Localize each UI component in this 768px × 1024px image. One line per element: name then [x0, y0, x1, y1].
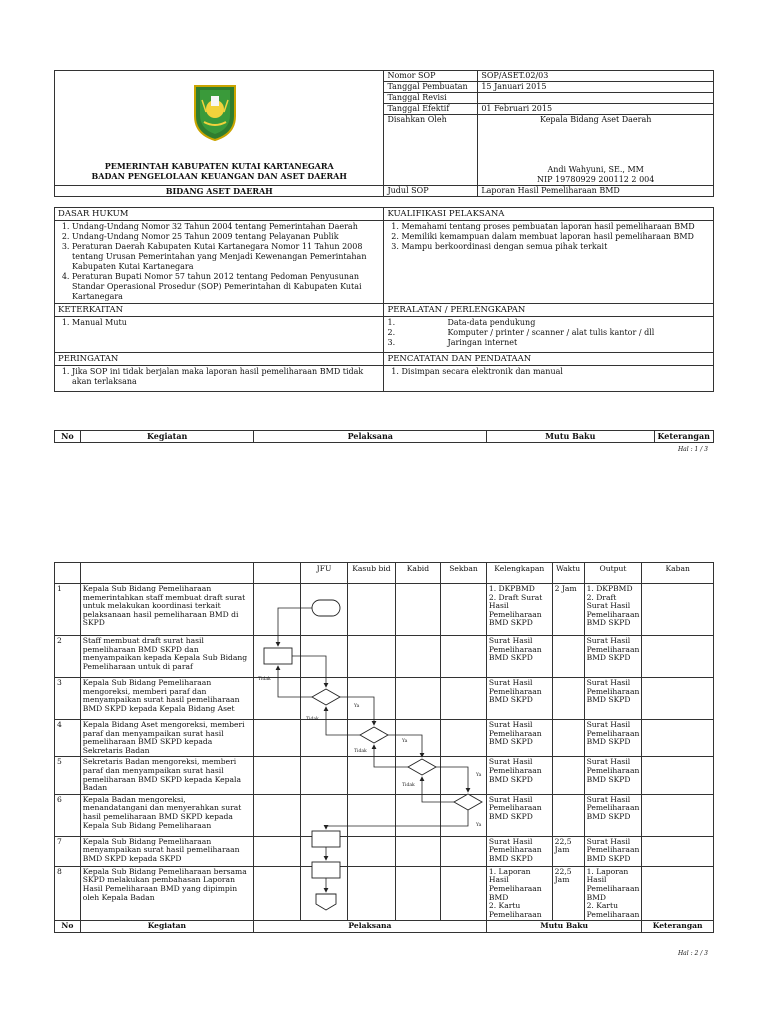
col-no: No — [55, 921, 81, 933]
row-no: 1 — [55, 584, 81, 636]
col-no: No — [55, 431, 81, 443]
row-kegiatan: Kepala Sub Bidang Pemeliharaan bersama SKPD melakukan pembahasan Laporan Hasil Pemeliharaan BMD yang dipimpin oleh Kepala Badan — [80, 866, 253, 921]
judul-value: Laporan Hasil Pemeliharaan BMD — [478, 186, 714, 197]
row-output: Surat Hasil Pemeliharaan BMD SKPD — [584, 678, 642, 720]
row-kegiatan: Sekretaris Badan mengoreksi, memberi paraf dan menyampaikan surat hasil pemeliharaan BMD SKPD kepada Kepala Badan — [80, 757, 253, 794]
row-kelengkapan: Surat Hasil Pemeliharaan BMD SKPD — [486, 757, 552, 794]
disahkan-label: Disahkan Oleh — [384, 115, 478, 186]
decision-sekban — [408, 759, 436, 775]
tidak-label: Tidak — [402, 783, 415, 788]
tgl-pembuatan-label: Tanggal Pembuatan — [384, 82, 478, 93]
dasar-hukum-title: DASAR HUKUM — [55, 208, 384, 221]
row-kelengkapan: 1. Laporan Hasil Pemeliharaan BMD 2. Kartu Pemeliharaan — [486, 866, 552, 921]
pencatatan-title: PENCATATAN DAN PENDATAAN — [384, 353, 714, 366]
col-mutu-baku: Mutu Baku — [487, 431, 654, 443]
row-no: 6 — [55, 794, 81, 836]
row-kelengkapan: Surat Hasil Pemeliharaan BMD SKPD — [486, 836, 552, 866]
tgl-revisi-label: Tanggal Revisi — [384, 93, 478, 104]
page-number-2: Hal : 2 / 3 — [677, 950, 708, 957]
row-kelengkapan: Surat Hasil Pemeliharaan BMD SKPD — [486, 720, 552, 757]
row-kelengkapan: Surat Hasil Pemeliharaan BMD SKPD — [486, 678, 552, 720]
peralatan-item: 2. Komputer / printer / scanner / alat tulis kantor / dll — [387, 328, 655, 337]
row-output: 1. Laporan Hasil Pemeliharaan BMD 2. Kartu Pemeliharaan — [584, 866, 642, 921]
disahkan-jabatan: Kepala Bidang Aset Daerah — [539, 115, 652, 124]
col-output: Output — [584, 563, 642, 584]
disahkan-nama: Andi Wahyuni, SE., MM — [547, 165, 644, 174]
kualifikasi-title: KUALIFIKASI PELAKSANA — [384, 208, 714, 221]
list-item: 1. Disimpan secara elektronik dan manual — [401, 367, 710, 377]
tgl-efektif-value: 01 Februari 2015 — [478, 104, 714, 115]
list-item: 2. Memiliki kemampuan dalam membuat laporan hasil pemeliharaan BMD — [401, 232, 710, 242]
list-item: 1. Jika SOP ini tidak berjalan maka laporan hasil pemeliharaan BMD tidak akan terlaksana — [72, 367, 380, 387]
col-sekban: Sekban — [441, 563, 487, 584]
row-kegiatan: Kepala Sub Bidang Pemeliharaan mengoreksi, memberi paraf dan menyampaikan surat hasil pemeliharaan BMD SKPD kepada Kepala Bidang Aset — [80, 678, 253, 720]
list-item: 2. Undang-Undang Nomor 25 Tahun 2009 tentang Pelayanan Publik — [72, 232, 380, 242]
list-item: 3. Mampu berkoordinasi dengan semua pihak terkait — [401, 242, 710, 252]
col-jfu: JFU — [300, 563, 347, 584]
judul-label: Judul SOP — [384, 186, 478, 197]
disahkan-nip: NIP 19780929 200112 2 004 — [537, 175, 655, 184]
row-waktu: 22,5 Jam — [552, 836, 584, 866]
row-no: 4 — [55, 720, 81, 757]
row-no: 8 — [55, 866, 81, 921]
row-kelengkapan: 1. DKPBMD 2. Draft Surat Hasil Pemeliharaan BMD SKPD — [486, 584, 552, 636]
peringatan-title: PERINGATAN — [55, 353, 384, 366]
decision-kaban — [454, 794, 482, 810]
ya-label: Ya — [476, 773, 482, 778]
peralatan-item: 3. Jaringan internet — [387, 338, 518, 347]
tidak-label: Tidak — [354, 749, 367, 754]
page-number-1: Hal : 1 / 3 — [677, 446, 708, 453]
row-waktu: 22,5 Jam — [552, 866, 584, 921]
col-kegiatan: Kegiatan — [80, 431, 254, 443]
col-kegiatan: Kegiatan — [80, 921, 253, 933]
col-mutu-baku: Mutu Baku — [486, 921, 642, 933]
row-kelengkapan: Surat Hasil Pemeliharaan BMD SKPD — [486, 794, 552, 836]
col-kelengkapan: Kelengkapan — [486, 563, 552, 584]
row-no: 2 — [55, 636, 81, 678]
ya-label: Ya — [402, 739, 408, 744]
col-pelaksana: Pelaksana — [254, 431, 487, 443]
row-kegiatan: Kepala Sub Bidang Pemeliharaan memerintahkan staff membuat draft surat untuk melakukan koordinasi terkait pelaksanaan hasil pemeliharaan BMD di SKPD — [80, 584, 253, 636]
row-output: Surat Hasil Pemeliharaan BMD SKPD — [584, 720, 642, 757]
list-item: 4. Peraturan Bupati Nomor 57 tahun 2012 tentang Pedoman Penyusunan Standar Operasional Prosedur (SOP) Pemerintahan di Kabupaten Kutai Kartanegara — [72, 272, 380, 302]
process-box-staff — [264, 648, 292, 664]
ya-label: Ya — [354, 704, 360, 709]
row-kegiatan: Kepala Badan mengoreksi, menandatangani dan menyerahkan surat hasil pemeliharaan BMD SKPD kepada Kepala Sub Bidang Pemeliharaan — [80, 794, 253, 836]
org-line-1: PEMERINTAH KABUPATEN KUTAI KARTANEGARA — [104, 161, 334, 171]
list-item: 1. Undang-Undang Nomor 32 Tahun 2004 tentang Pemerintahan Daerah — [72, 222, 380, 232]
col-kaban: Kaban — [642, 563, 714, 584]
row-output: Surat Hasil Pemeliharaan BMD SKPD — [584, 794, 642, 836]
process-box-meeting — [312, 862, 340, 878]
row-output: Surat Hasil Pemeliharaan BMD SKPD — [584, 636, 642, 678]
list-item: 3. Peraturan Daerah Kabupaten Kutai Kartanegara Nomor 11 Tahun 2008 tentang Urusan Pemerintahan yang Menjadi Kewenangan Pemerintahan Kabupaten Kutai Kartanegara — [72, 242, 380, 272]
process-box-kasubbid — [312, 831, 340, 847]
tgl-efektif-label: Tanggal Efektif — [384, 104, 478, 115]
ya-label: Ya — [476, 823, 482, 828]
tidak-label: Tidak — [306, 717, 319, 722]
row-kegiatan: Kepala Sub Bidang Pemeliharaan menyampaikan surat hasil pemeliharaan BMD SKPD kepada SKPD — [80, 836, 253, 866]
col-keterangan: Keterangan — [642, 921, 714, 933]
row-output: 1. DKPBMD 2. Draft Surat Hasil Pemeliharaan BMD SKPD — [584, 584, 642, 636]
nomor-sop-value: SOP/ASET.02/03 — [478, 71, 714, 82]
tgl-pembuatan-value: 15 Januari 2015 — [478, 82, 714, 93]
col-kasubbid: Kasub bid — [348, 563, 396, 584]
bidang-title: BIDANG ASET DAERAH — [55, 186, 384, 197]
col-pelaksana: Pelaksana — [254, 921, 487, 933]
tidak-label: Tidak — [258, 677, 271, 682]
start-terminator — [312, 600, 340, 616]
org-line-2: BADAN PENGELOLAAN KEUANGAN DAN ASET DAERAH — [91, 171, 347, 181]
col-waktu: Waktu — [552, 563, 584, 584]
row-output: Surat Hasil Pemeliharaan BMD SKPD — [584, 757, 642, 794]
list-item: 1. Manual Mutu — [72, 318, 380, 328]
peralatan-item: 1. Data-data pendukung — [387, 318, 536, 327]
list-item: 1. Memahami tentang proses pembuatan laporan hasil pemeliharaan BMD — [401, 222, 710, 232]
row-kegiatan: Staff membuat draft surat hasil pemeliharaan BMD SKPD dan menyampaikan kepada Kepala Sub Bidang Pemeliharaan untuk di paraf — [80, 636, 253, 678]
decision-kabid — [360, 727, 388, 743]
col-keterangan: Keterangan — [654, 431, 714, 443]
row-no: 5 — [55, 757, 81, 794]
peralatan-title: PERALATAN / PERLENGKAPAN — [384, 304, 714, 317]
end-offpage-connector — [316, 894, 336, 910]
row-no: 3 — [55, 678, 81, 720]
row-kelengkapan: Surat Hasil Pemeliharaan BMD SKPD — [486, 636, 552, 678]
decision-kasubbid — [312, 689, 340, 705]
row-waktu: 2 Jam — [552, 584, 584, 636]
row-output: Surat Hasil Pemeliharaan BMD SKPD — [584, 836, 642, 866]
row-no: 7 — [55, 836, 81, 866]
col-kabid: Kabid — [395, 563, 441, 584]
nomor-sop-label: Nomor SOP — [384, 71, 478, 82]
keterkaitan-title: KETERKAITAN — [55, 304, 384, 317]
row-kegiatan: Kepala Bidang Aset mengoreksi, memberi paraf dan menyampaikan surat hasil pemeliharaan BMD SKPD kepada Sekretaris Badan — [80, 720, 253, 757]
